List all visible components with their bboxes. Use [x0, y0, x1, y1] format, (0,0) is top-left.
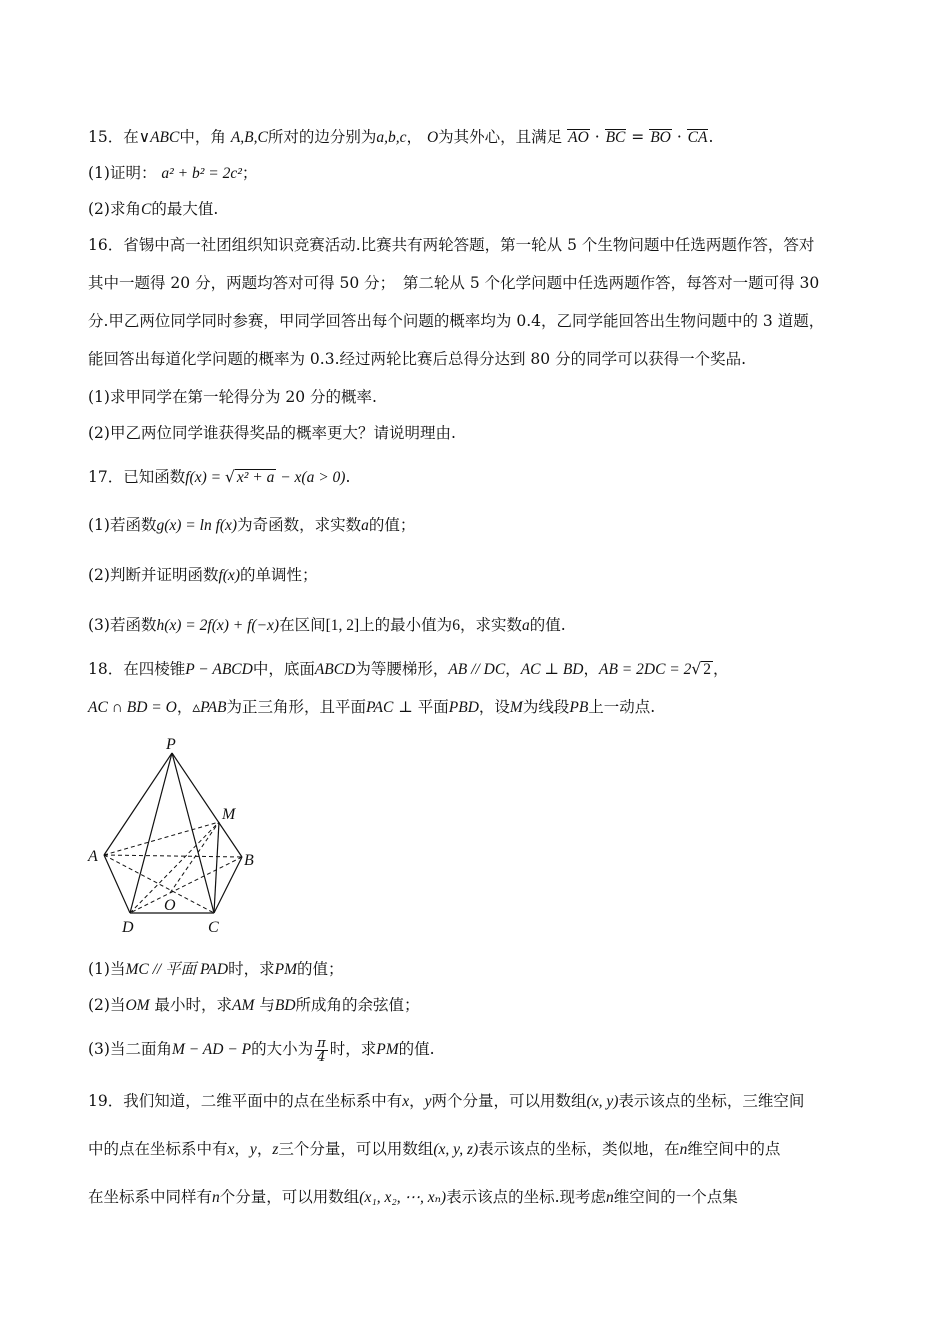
edge-CM: [214, 822, 219, 913]
label-A: A: [88, 848, 98, 865]
edge-PD: [130, 753, 172, 913]
edge-AC: [104, 855, 214, 913]
edge-CB: [214, 857, 242, 913]
edge-BD: [130, 857, 242, 913]
q17-part3: (3)若函数h(x) = 2f(x) + f(−x)在区间[1, 2]上的最小值为6，求实数a的值.: [88, 616, 566, 634]
solid-edges: [104, 753, 242, 913]
pi-over-4: $\frac{\pi}{4}$: [317, 1035, 326, 1065]
edge-AB: [104, 855, 242, 857]
q18-part2: (2)当OM 最小时，求AM 与BD所成角的余弦值；: [88, 996, 420, 1014]
label-D: D: [122, 919, 134, 936]
q18-line1: 18．在四棱锥P − ABCD中，底面ABCD为等腰梯形，AB // DC，AC ⊥ BD，AB = 2DC = 2√ 2 ，: [88, 660, 729, 678]
q15-stem: 15．在∨ABC中，角 A,B,C所对的边分别为a,b,c， O为其外心，且满足 AO · BC = BO · CA.: [88, 128, 714, 146]
q16-line1: 16．省锡中高一社团组织知识竞赛活动.比赛共有两轮答题，第一轮从 5 个生物问题中任选两题作答，答对: [88, 236, 815, 254]
q19-line2: 中的点在坐标系中有x，y，z三个分量，可以用数组(x, y, z)表示该点的坐标，类似地，在n维空间中的点: [88, 1140, 781, 1158]
q17-stem: 17．已知函数f(x) = √ x² + a − x(a > 0).: [88, 468, 351, 486]
q15-part2: (2)求角C的最大值.: [88, 200, 219, 218]
q16-line4: 能回答出每道化学问题的概率为 0.3.经过两轮比赛后总得分达到 80 分的同学可以获得一个奖品.: [88, 350, 747, 368]
q18-line2: AC ∩ BD = O，▵PAB为正三角形，且平面PAC ⊥ 平面PBD，设M为线段PB上一动点.: [88, 698, 656, 716]
q19-line3: 在坐标系中同样有n个分量，可以用数组(x₁, x₂, ⋯, xₙ)表示该点的坐标.现考虑n维空间的一个点集: [88, 1188, 738, 1206]
edge-PB: [172, 753, 242, 857]
q17-part1: (1)若函数g(x) = ln f(x)为奇函数，求实数a的值；: [88, 516, 416, 534]
q18-part3: (3)当二面角M − AD − P的大小为 $\frac{\pi}{4}$ 时，求PM的值.: [88, 1035, 435, 1065]
q18-part1: (1)当MC // 平面 PAD时，求PM的值；: [88, 960, 344, 978]
q19-line1: 19．我们知道，二维平面中的点在坐标系中有x，y两个分量，可以用数组(x, y)表示该点的坐标，三维空间: [88, 1092, 805, 1110]
q16-part1: (1)求甲同学在第一轮得分为 20 分的概率.: [88, 388, 377, 406]
label-C: C: [208, 919, 219, 936]
edge-AM: [104, 822, 219, 855]
label-P: P: [166, 736, 176, 753]
edge-AD: [104, 855, 130, 913]
edge-OM: [170, 822, 219, 893]
q16-line2: 其中一题得 20 分，两题均答对可得 50 分； 第二轮从 5 个化学问题中任选两题作答，每答对一题可得 30: [88, 274, 820, 292]
q16-line3: 分.甲乙两位同学同时参赛，甲同学回答出每个问题的概率均为 0.4，乙同学能回答出生物问题中的 3 道题，: [88, 312, 825, 330]
q15-part1: (1)证明： a² + b² = 2c²；: [88, 164, 258, 182]
edge-PA: [104, 753, 172, 855]
pyramid-figure: [82, 735, 272, 940]
q17-part2: (2)判断并证明函数f(x)的单调性；: [88, 566, 318, 584]
label-O: O: [164, 897, 176, 914]
q16-part2: (2)甲乙两位同学谁获得奖品的概率更大？请说明理由.: [88, 424, 456, 442]
label-M: M: [222, 806, 236, 823]
label-B: B: [244, 852, 254, 869]
